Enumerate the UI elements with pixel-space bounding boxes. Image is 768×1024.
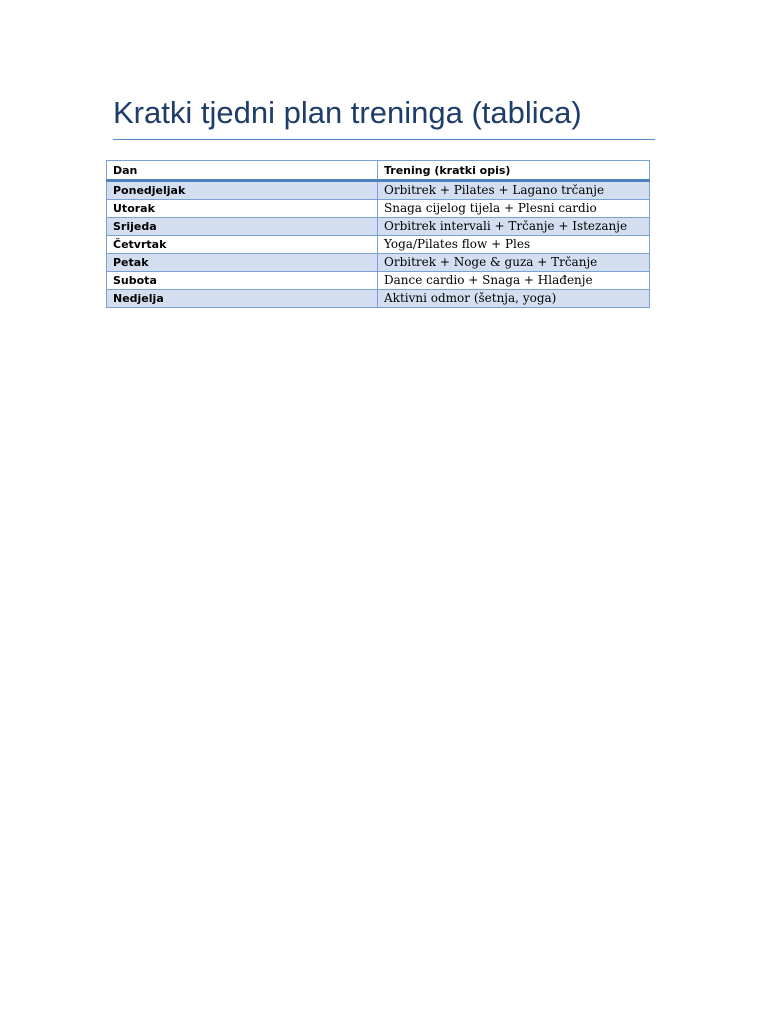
table-row	[107, 290, 650, 308]
table-row	[107, 236, 650, 254]
training-cell: Orbitrek + Noge & guza + Trčanje	[378, 254, 650, 272]
training-cell: Yoga/Pilates flow + Ples	[378, 236, 650, 254]
table-row	[107, 218, 650, 236]
training-cell: Orbitrek intervali + Trčanje + Istezanje	[378, 218, 650, 236]
table-row	[107, 272, 650, 290]
column-header-training: Trening (kratki opis)	[378, 161, 650, 181]
table-header-row	[107, 161, 650, 181]
weekly-training-table	[106, 160, 650, 308]
training-cell: Dance cardio + Snaga + Hlađenje	[378, 272, 650, 290]
day-cell: Srijeda	[107, 218, 378, 236]
day-cell: Utorak	[107, 200, 378, 218]
column-header-day: Dan	[107, 161, 378, 181]
day-cell: Ponedjeljak	[107, 181, 378, 200]
training-cell: Orbitrek + Pilates + Lagano trčanje	[378, 181, 650, 200]
title-underline	[113, 139, 655, 140]
table-row	[107, 254, 650, 272]
training-cell: Snaga cijelog tijela + Plesni cardio	[378, 200, 650, 218]
table-row	[107, 181, 650, 200]
training-cell: Aktivni odmor (šetnja, yoga)	[378, 290, 650, 308]
table-row	[107, 200, 650, 218]
day-cell: Petak	[107, 254, 378, 272]
day-cell: Subota	[107, 272, 378, 290]
document-title: Kratki tjedni plan treninga (tablica)	[113, 95, 582, 130]
day-cell: Nedjelja	[107, 290, 378, 308]
day-cell: Četvrtak	[107, 236, 378, 254]
